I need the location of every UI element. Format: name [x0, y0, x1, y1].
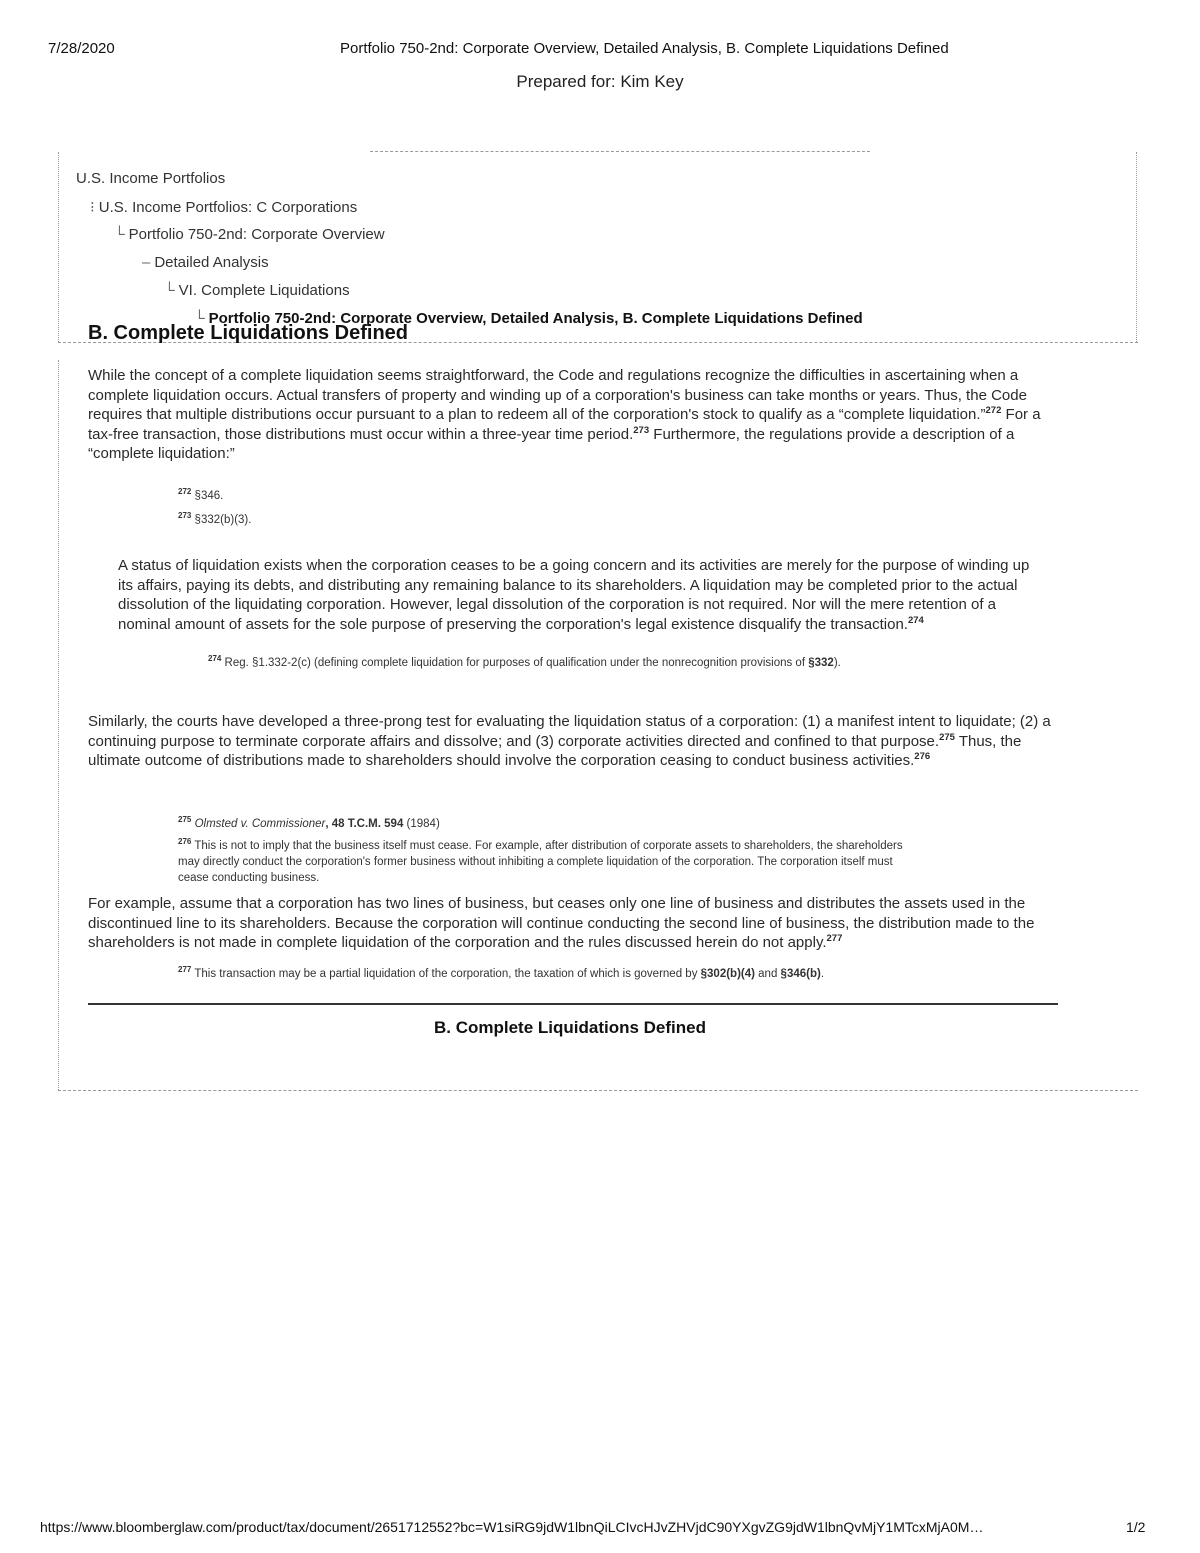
- footnote-ref-273[interactable]: 273: [633, 424, 650, 436]
- paragraph-text: While the concept of a complete liquidation seems straightforward, the Code and regulations recognize the difficulties in ascertaining when a complete liquidation occurs. Actual transfers of property and winding up of a corporation's business can take months or years. Thus, the Code requires that multiple distributions occur pursuant to a plan to redeem all of the corporation's stock to qualify as a “complete liquidation.”: [88, 367, 1027, 423]
- statute-link[interactable]: §302(b)(4): [700, 968, 755, 980]
- paragraph-text: For example, assume that a corporation has two lines of business, but ceases only one line of business and distributes the assets used in the discontinued line to its shareholders. Because the corporation will continue conducting the second line of business, the distribution made to the shareholders is not made in complete liquidation of the corporation and the rules discussed herein do not apply.: [88, 895, 1035, 951]
- tree-branch-icon: –: [142, 254, 151, 271]
- section-divider: [88, 1003, 1058, 1005]
- print-date: 7/28/2020: [48, 40, 115, 57]
- divider: [1136, 152, 1137, 342]
- page-number: 1/2: [1126, 1519, 1146, 1535]
- breadcrumb-label: Portfolio 750-2nd: Corporate Overview, Detailed Analysis, B. Complete Liquidations Defined: [208, 310, 863, 327]
- footnote-text: Reg. §1.332-2(c) (defining complete liquidation for purposes of qualification under the nonrecognition provisions of: [221, 657, 809, 669]
- tree-branch-icon: └: [164, 282, 175, 299]
- prepared-for-label: Prepared for: Kim Key: [516, 72, 684, 91]
- quote-text: A status of liquidation exists when the corporation ceases to be a going concern and its activities are merely for the purpose of winding up its affairs, paying its debts, and distributing any remaining balance to its shareholders. A liquidation may be completed prior to the actual dissolution of the liquidating corporation. However, legal dissolution of the corporation is not required. Nor will the mere retention of a nominal amount of assets for the sole purpose of preserving the corporation's legal existence disqualify the transaction.: [118, 557, 1030, 633]
- footnote-text[interactable]: §332(b)(3).: [191, 514, 252, 526]
- footnote-ref-277[interactable]: 277: [826, 933, 843, 944]
- body-paragraph-2: [88, 712, 1068, 771]
- paragraph-text: Similarly, the courts have developed a three-prong test for evaluating the liquidation status of a corporation: (1) a manifest intent to liquidate; (2) a continuing purpose to terminate corporate affairs and dissolve; and (3) corporate activities directed and confined to that purpose.: [88, 713, 1051, 750]
- breadcrumb-item-detailed-analysis[interactable]: [142, 254, 269, 271]
- footnote-text: This transaction may be a partial liquidation of the corporation, the taxation of which is governed by: [191, 968, 701, 980]
- footnote-number: 274: [208, 654, 222, 664]
- print-title: Portfolio 750-2nd: Corporate Overview, Detailed Analysis, B. Complete Liquidations Defined: [340, 40, 949, 57]
- statute-link[interactable]: §332: [808, 657, 834, 669]
- body-paragraph-1: [88, 366, 1068, 464]
- tree-branch-icon: └: [194, 310, 205, 327]
- footnote-text: ).: [833, 657, 841, 669]
- footnote-273: [178, 512, 978, 528]
- breadcrumb-item-complete-liquidations[interactable]: [164, 282, 350, 299]
- reporter-citation[interactable]: , 48 T.C.M. 594: [325, 818, 404, 830]
- footnote-text: and: [754, 968, 781, 980]
- breadcrumb-label[interactable]: Portfolio 750-2nd: Corporate Overview: [128, 226, 385, 243]
- breadcrumb-item-c-corporations[interactable]: [90, 198, 357, 216]
- paragraph-text: Furthermore, the regulations provide a description of a “complete liquidation:”: [88, 425, 1015, 462]
- footnote-275: [178, 816, 978, 832]
- footnote-276: [178, 838, 918, 886]
- tree-branch-icon: ⁝: [90, 199, 95, 216]
- breadcrumb-label[interactable]: U.S. Income Portfolios: [76, 170, 226, 187]
- footnote-text: This is not to imply that the business itself must cease. For example, after distribution of corporate assets to shareholders, the shareholders may directly conduct the corporation's former business without inhibiting a complete liquidation of the corporation. The corporation itself must cease conducting business.: [178, 840, 903, 884]
- footnote-272: [178, 488, 978, 504]
- regulation-quote: [118, 556, 1048, 634]
- breadcrumb-label[interactable]: U.S. Income Portfolios: C Corporations: [98, 199, 358, 216]
- footnote-text: (1984): [403, 818, 440, 830]
- page-url-link[interactable]: https://www.bloomberglaw.com/product/tax/document/2651712552?bc=W1siRG9jdW1lbnQiLCIvcHJvZHVjdC90YXgvZG9jdW1lbnQvMjY1MTcxMjA0M…: [40, 1519, 984, 1535]
- paragraph-text: For a tax-free transaction, those distributions must occur within a three-year time period.: [88, 406, 1041, 443]
- divider: [58, 360, 59, 1090]
- divider: [58, 152, 59, 342]
- footnote-ref-276[interactable]: 276: [914, 751, 931, 762]
- breadcrumb-item-portfolio-750[interactable]: [114, 226, 385, 243]
- body-paragraph-3: [88, 894, 1068, 953]
- footnote-text[interactable]: §346.: [191, 490, 224, 502]
- section-heading: B. Complete Liquidations Defined: [88, 322, 409, 344]
- footnote-number: 277: [178, 965, 192, 975]
- footnote-number: 275: [178, 815, 192, 825]
- footnote-ref-275[interactable]: 275: [939, 731, 955, 743]
- footnote-number: 272: [178, 487, 192, 497]
- breadcrumb-label[interactable]: VI. Complete Liquidations: [178, 282, 350, 299]
- footnote-number: 276: [178, 837, 192, 847]
- divider: [370, 151, 870, 152]
- footnote-ref-274[interactable]: 274: [907, 614, 924, 626]
- footnote-text: .: [820, 968, 825, 980]
- footnote-ref-272[interactable]: 272: [985, 405, 1002, 416]
- divider: [58, 1090, 1138, 1091]
- tree-branch-icon: └: [114, 226, 125, 243]
- footnote-number: 273: [178, 511, 192, 521]
- footnote-277: [178, 966, 938, 982]
- case-citation-link[interactable]: Olmsted v. Commissioner: [194, 818, 326, 830]
- paragraph-text: Thus, the ultimate outcome of distributions made to shareholders should involve the corporation ceasing to conduct business activities.: [88, 732, 1022, 769]
- footnote-274: [208, 655, 968, 671]
- breadcrumb-item-us-income-portfolios[interactable]: [76, 170, 225, 187]
- breadcrumb-label[interactable]: Detailed Analysis: [154, 254, 269, 271]
- statute-link[interactable]: §346(b): [780, 968, 821, 980]
- section-footer-heading: B. Complete Liquidations Defined: [433, 1018, 706, 1037]
